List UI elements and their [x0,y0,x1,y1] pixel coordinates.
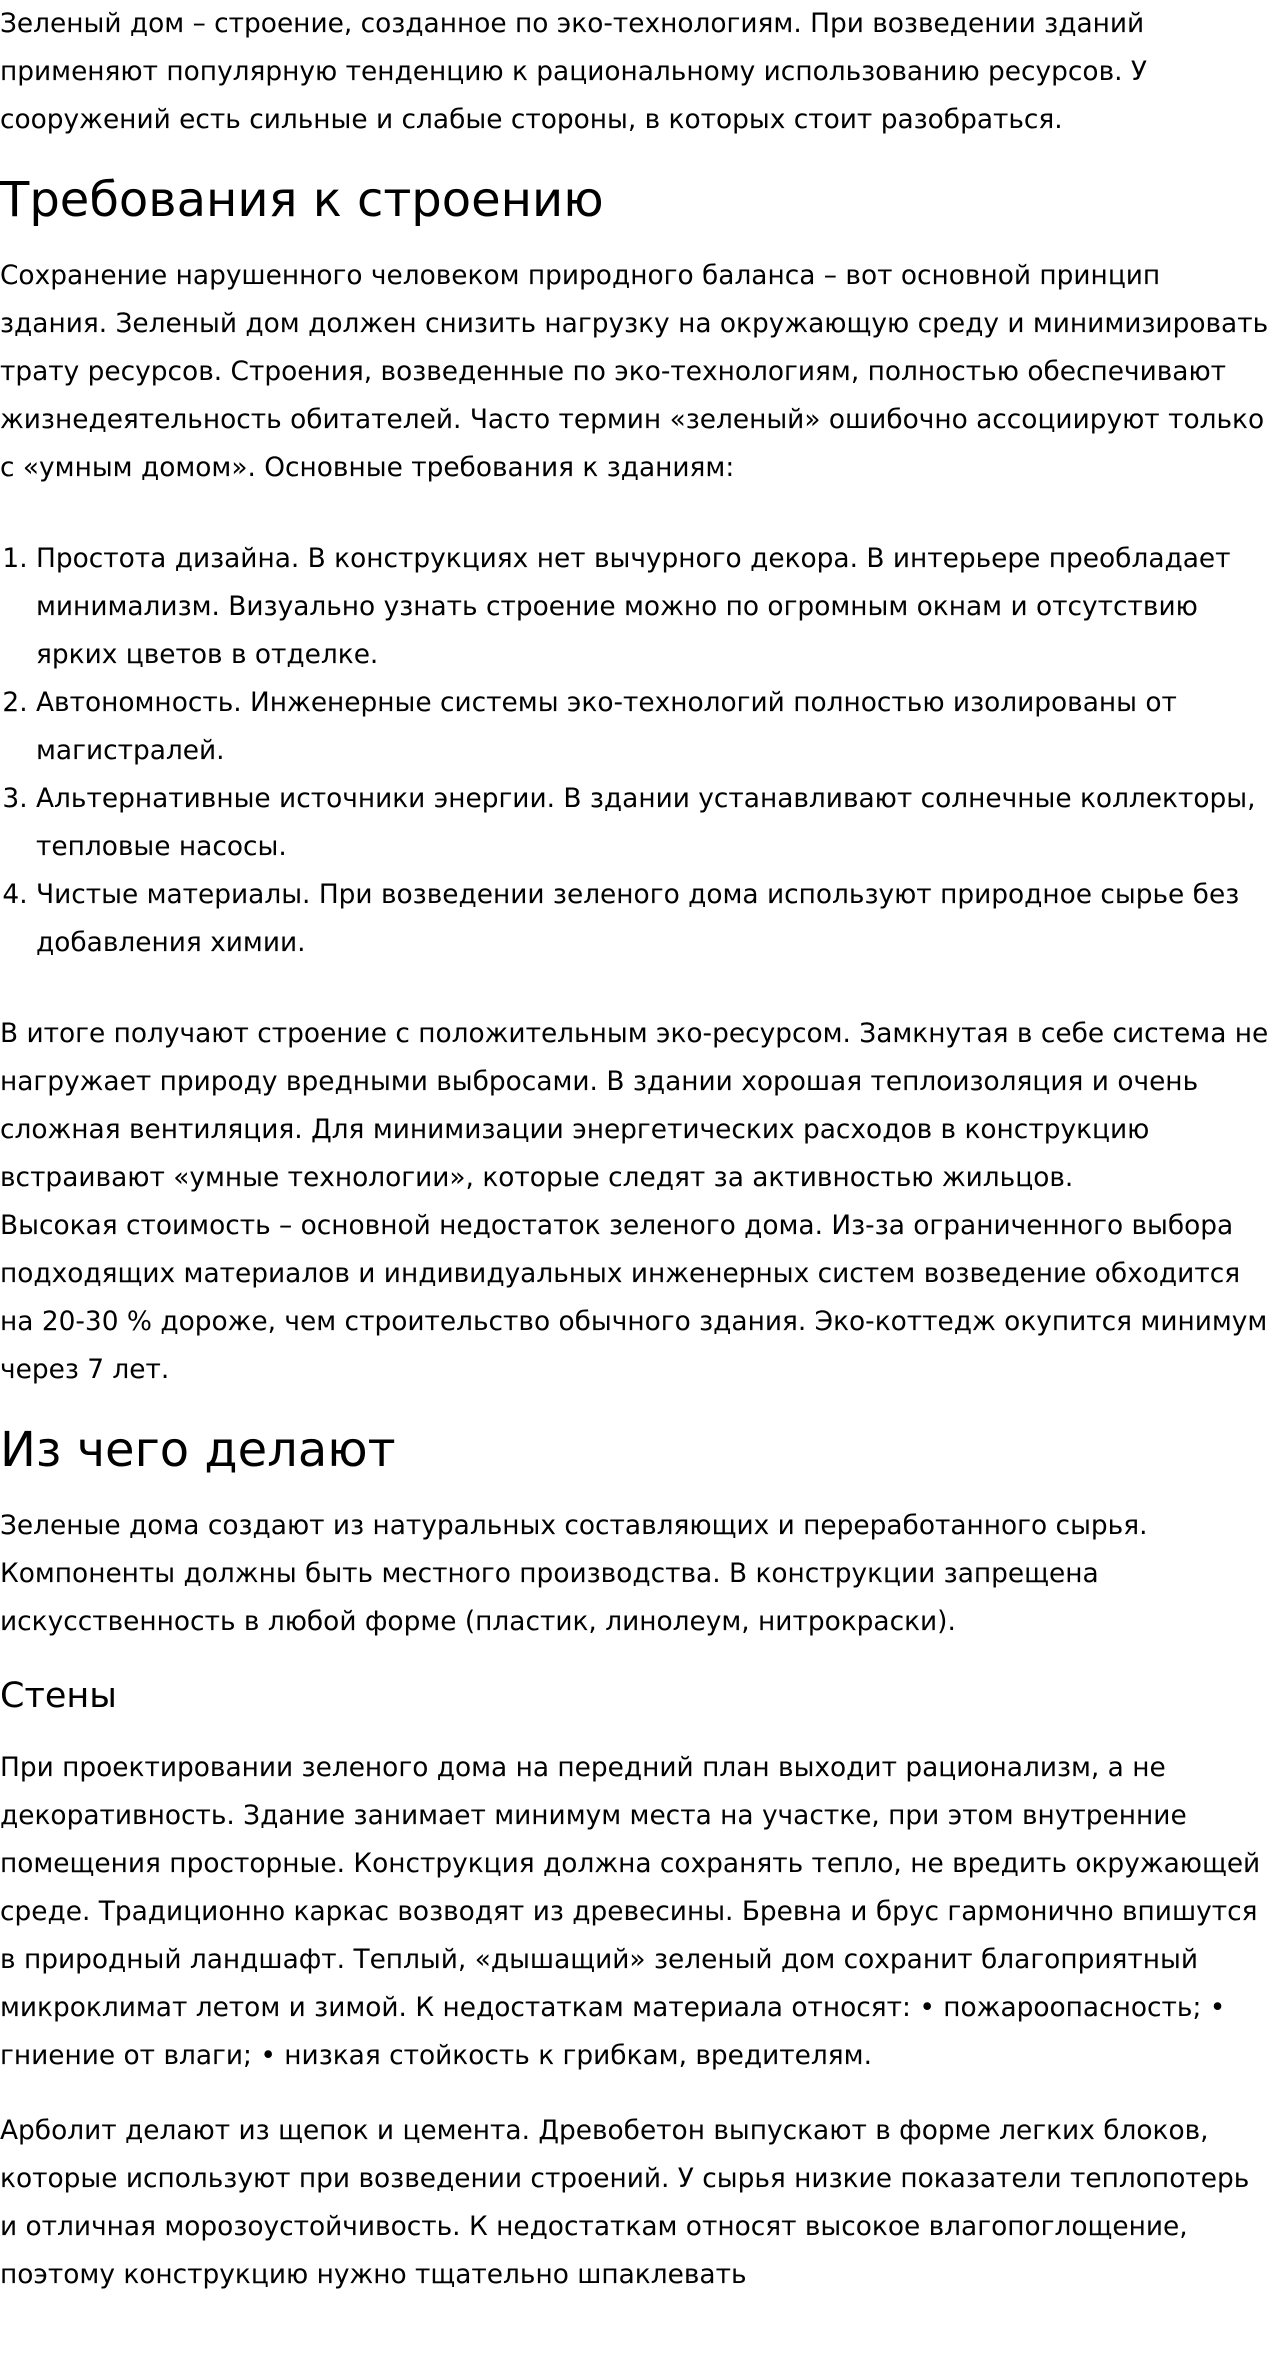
list-item: 3. Альтернативные источники энергии. В здании устанавливают солнечные коллекторы, тепловые насосы. [36,775,1270,871]
cost-paragraph: Высокая стоимость – основной недостаток зеленого дома. Из-за ограниченного выбора подходящих материалов и индивидуальных инженерных систем возведение обходится на 20-30 % дороже, чем строительство обычного здания. Эко-коттедж окупится минимум через 7 лет. [0,1210,1268,1385]
list-item: 2. Автономность. Инженерные системы эко-технологий полностью изолированы от магистралей. [36,679,1270,775]
section-heading-requirements: Требования к строению [0,172,604,228]
walls-paragraph: При проектировании зеленого дома на передний план выходит рационализм, а не декоративность. Здание занимает минимум места на участке, при этом внутренние помещения просторные. Конструкция должна сохранять тепло, не вредить окружающей среде. Традиционно каркас возводят из древесины. Бревна и брус гармонично впишутся в природный ландшафт. Теплый, «дышащий» зеленый дом сохранит благоприятный микроклимат летом и зимой. К недостаткам материала относят: • пожароопасность; • гниение от влаги; • низкая стойкость к грибкам, вредителям. [0,1752,1261,2071]
list-item: 4. Чистые материалы. При возведении зеленого дома используют природное сырье без добавления химии. [36,871,1270,967]
section-heading-materials: Из чего делают [0,1422,396,1478]
requirements-list [0,535,1270,967]
subsection-heading-walls: Стены [0,1676,117,1716]
result-paragraph: В итоге получают строение с положительным эко-ресурсом. Замкнутая в себе система не нагружает природу вредными выбросами. В здании хорошая теплоизоляция и очень сложная вентиляция. Для минимизации энергетических расходов в конструкцию встраивают «умные технологии», которые следят за активностью жильцов. [0,1018,1269,1193]
arbolit-paragraph: Арболит делают из щепок и цемента. Древобетон выпускают в форме легких блоков, которые используют при возведении строений. У сырья низкие показатели теплопотерь и отличная морозоустойчивость. К недостаткам относят высокое влагопоглощение, поэтому конструкцию нужно тщательно шпаклевать [0,2115,1250,2290]
requirements-paragraph: Сохранение нарушенного человеком природного баланса – вот основной принцип здания. Зеленый дом должен снизить нагрузку на окружающую среду и минимизировать трату ресурсов. Строения, возведенные по эко-технологиям, полностью обеспечивают жизнедеятельность обитателей. Часто термин «зеленый» ошибочно ассоциируют только с «умным домом». Основные требования к зданиям: [0,260,1269,483]
intro-paragraph: Зеленый дом – строение, созданное по эко-технологиям. При возведении зданий применяют популярную тенденцию к рациональному использованию ресурсов. У сооружений есть сильные и слабые стороны, в которых стоит разобраться. [0,8,1147,135]
list-item: 1. Простота дизайна. В конструкциях нет вычурного декора. В интерьере преобладает минимализм. Визуально узнать строение можно по огромным окнам и отсутствию ярких цветов в отделке. [36,535,1270,679]
materials-paragraph: Зеленые дома создают из натуральных составляющих и переработанного сырья. Компоненты должны быть местного производства. В конструкции запрещена искусственность в любой форме (пластик, линолеум, нитрокраски). [0,1510,1148,1637]
